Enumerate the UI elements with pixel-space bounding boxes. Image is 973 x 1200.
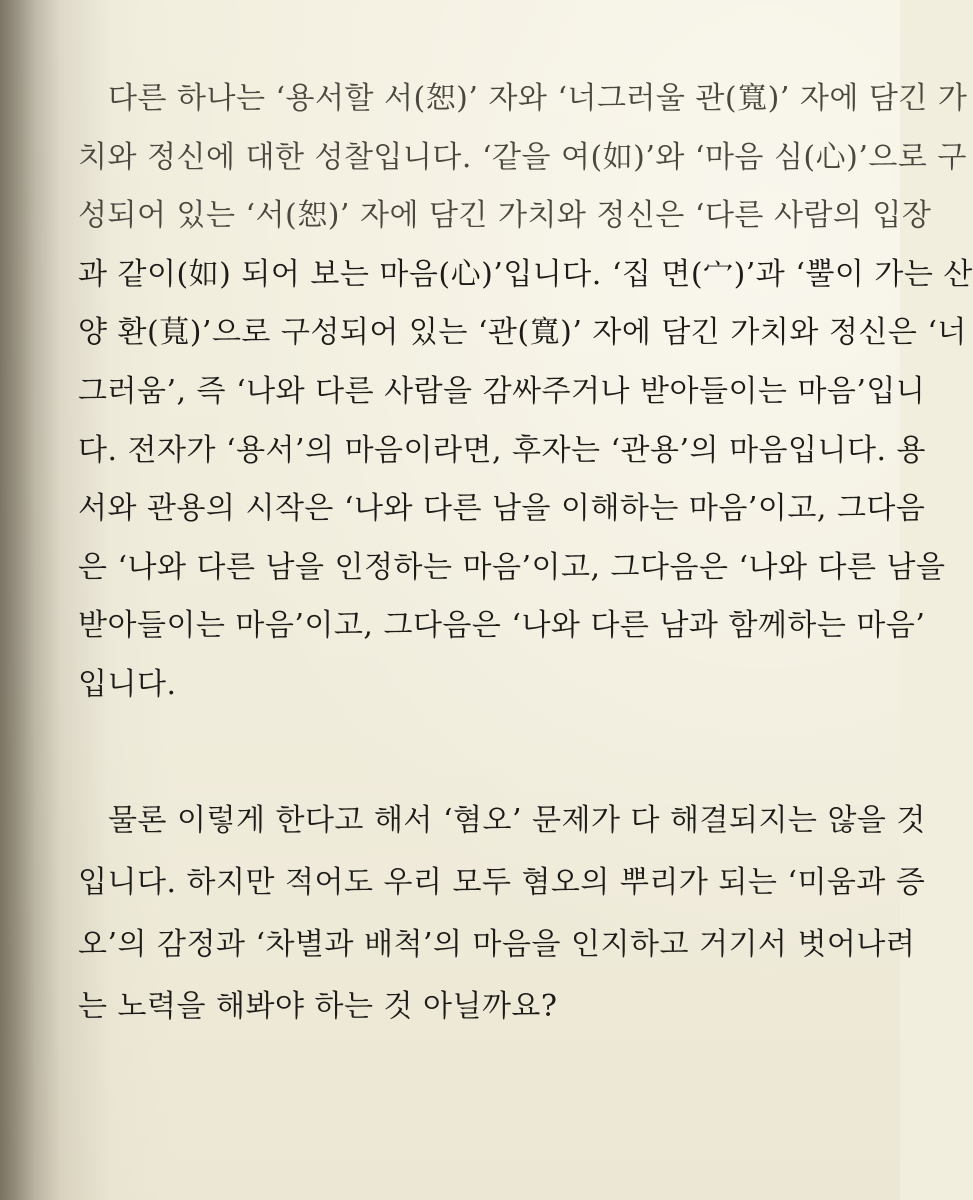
paragraph-line: 다. 전자가 ‘용서’의 마음이라면, 후자는 ‘관용’의 마음입니다. 용 [78,432,927,468]
page-binding-shadow [0,0,60,1200]
paragraph-line: 양 환(萈)’으로 구성되어 있는 ‘관(寬)’ 자에 담긴 가치와 정신은 ‘너 [78,315,967,351]
paragraph-line: 과 같이(如) 되어 보는 마음(心)’입니다. ‘집 면(宀)’과 ‘뿔이 가는 산 [78,256,973,292]
paragraph-line: 입니다. 하지만 적어도 우리 모두 혐오의 뿌리가 되는 ‘미움과 증 [78,865,926,900]
paragraph-line: 다른 하나는 ‘용서할 서(恕)’ 자와 ‘너그러울 관(寬)’ 자에 담긴 가 [108,81,968,116]
paragraph-2 [78,790,926,1038]
paragraph-line: 입니다. [78,666,177,702]
paragraph-line: 은 ‘나와 다른 남을 인정하는 마음’이고, 그다음은 ‘나와 다른 남을 [78,549,946,585]
paragraph-line: 치와 정신에 대한 성찰입니다. ‘같을 여(如)’와 ‘마음 심(心)’으로 구 [78,139,967,175]
paragraph-line: 성되어 있는 ‘서(恕)’ 자에 담긴 가치와 정신은 ‘다른 사람의 입장 [78,198,932,234]
paragraph-line: 그러움’, 즉 ‘나와 다른 사람을 감싸주거나 받아들이는 마음’입니 [78,373,926,409]
paragraph-line: 는 노력을 해봐야 하는 것 아닐까요? [78,989,558,1024]
paragraph-line: 오’의 감정과 ‘차별과 배척’의 마음을 인지하고 거기서 벗어나려 [78,927,916,962]
paragraph-1 [78,70,973,715]
paragraph-line: 받아들이는 마음’이고, 그다음은 ‘나와 다른 남과 함께하는 마음’ [78,608,926,644]
paragraph-line: 물론 이렇게 한다고 해서 ‘혐오’ 문제가 다 해결되지는 않을 것 [108,803,926,838]
paragraph-line: 서와 관용의 시작은 ‘나와 다른 남을 이해하는 마음’이고, 그다음 [78,491,926,527]
